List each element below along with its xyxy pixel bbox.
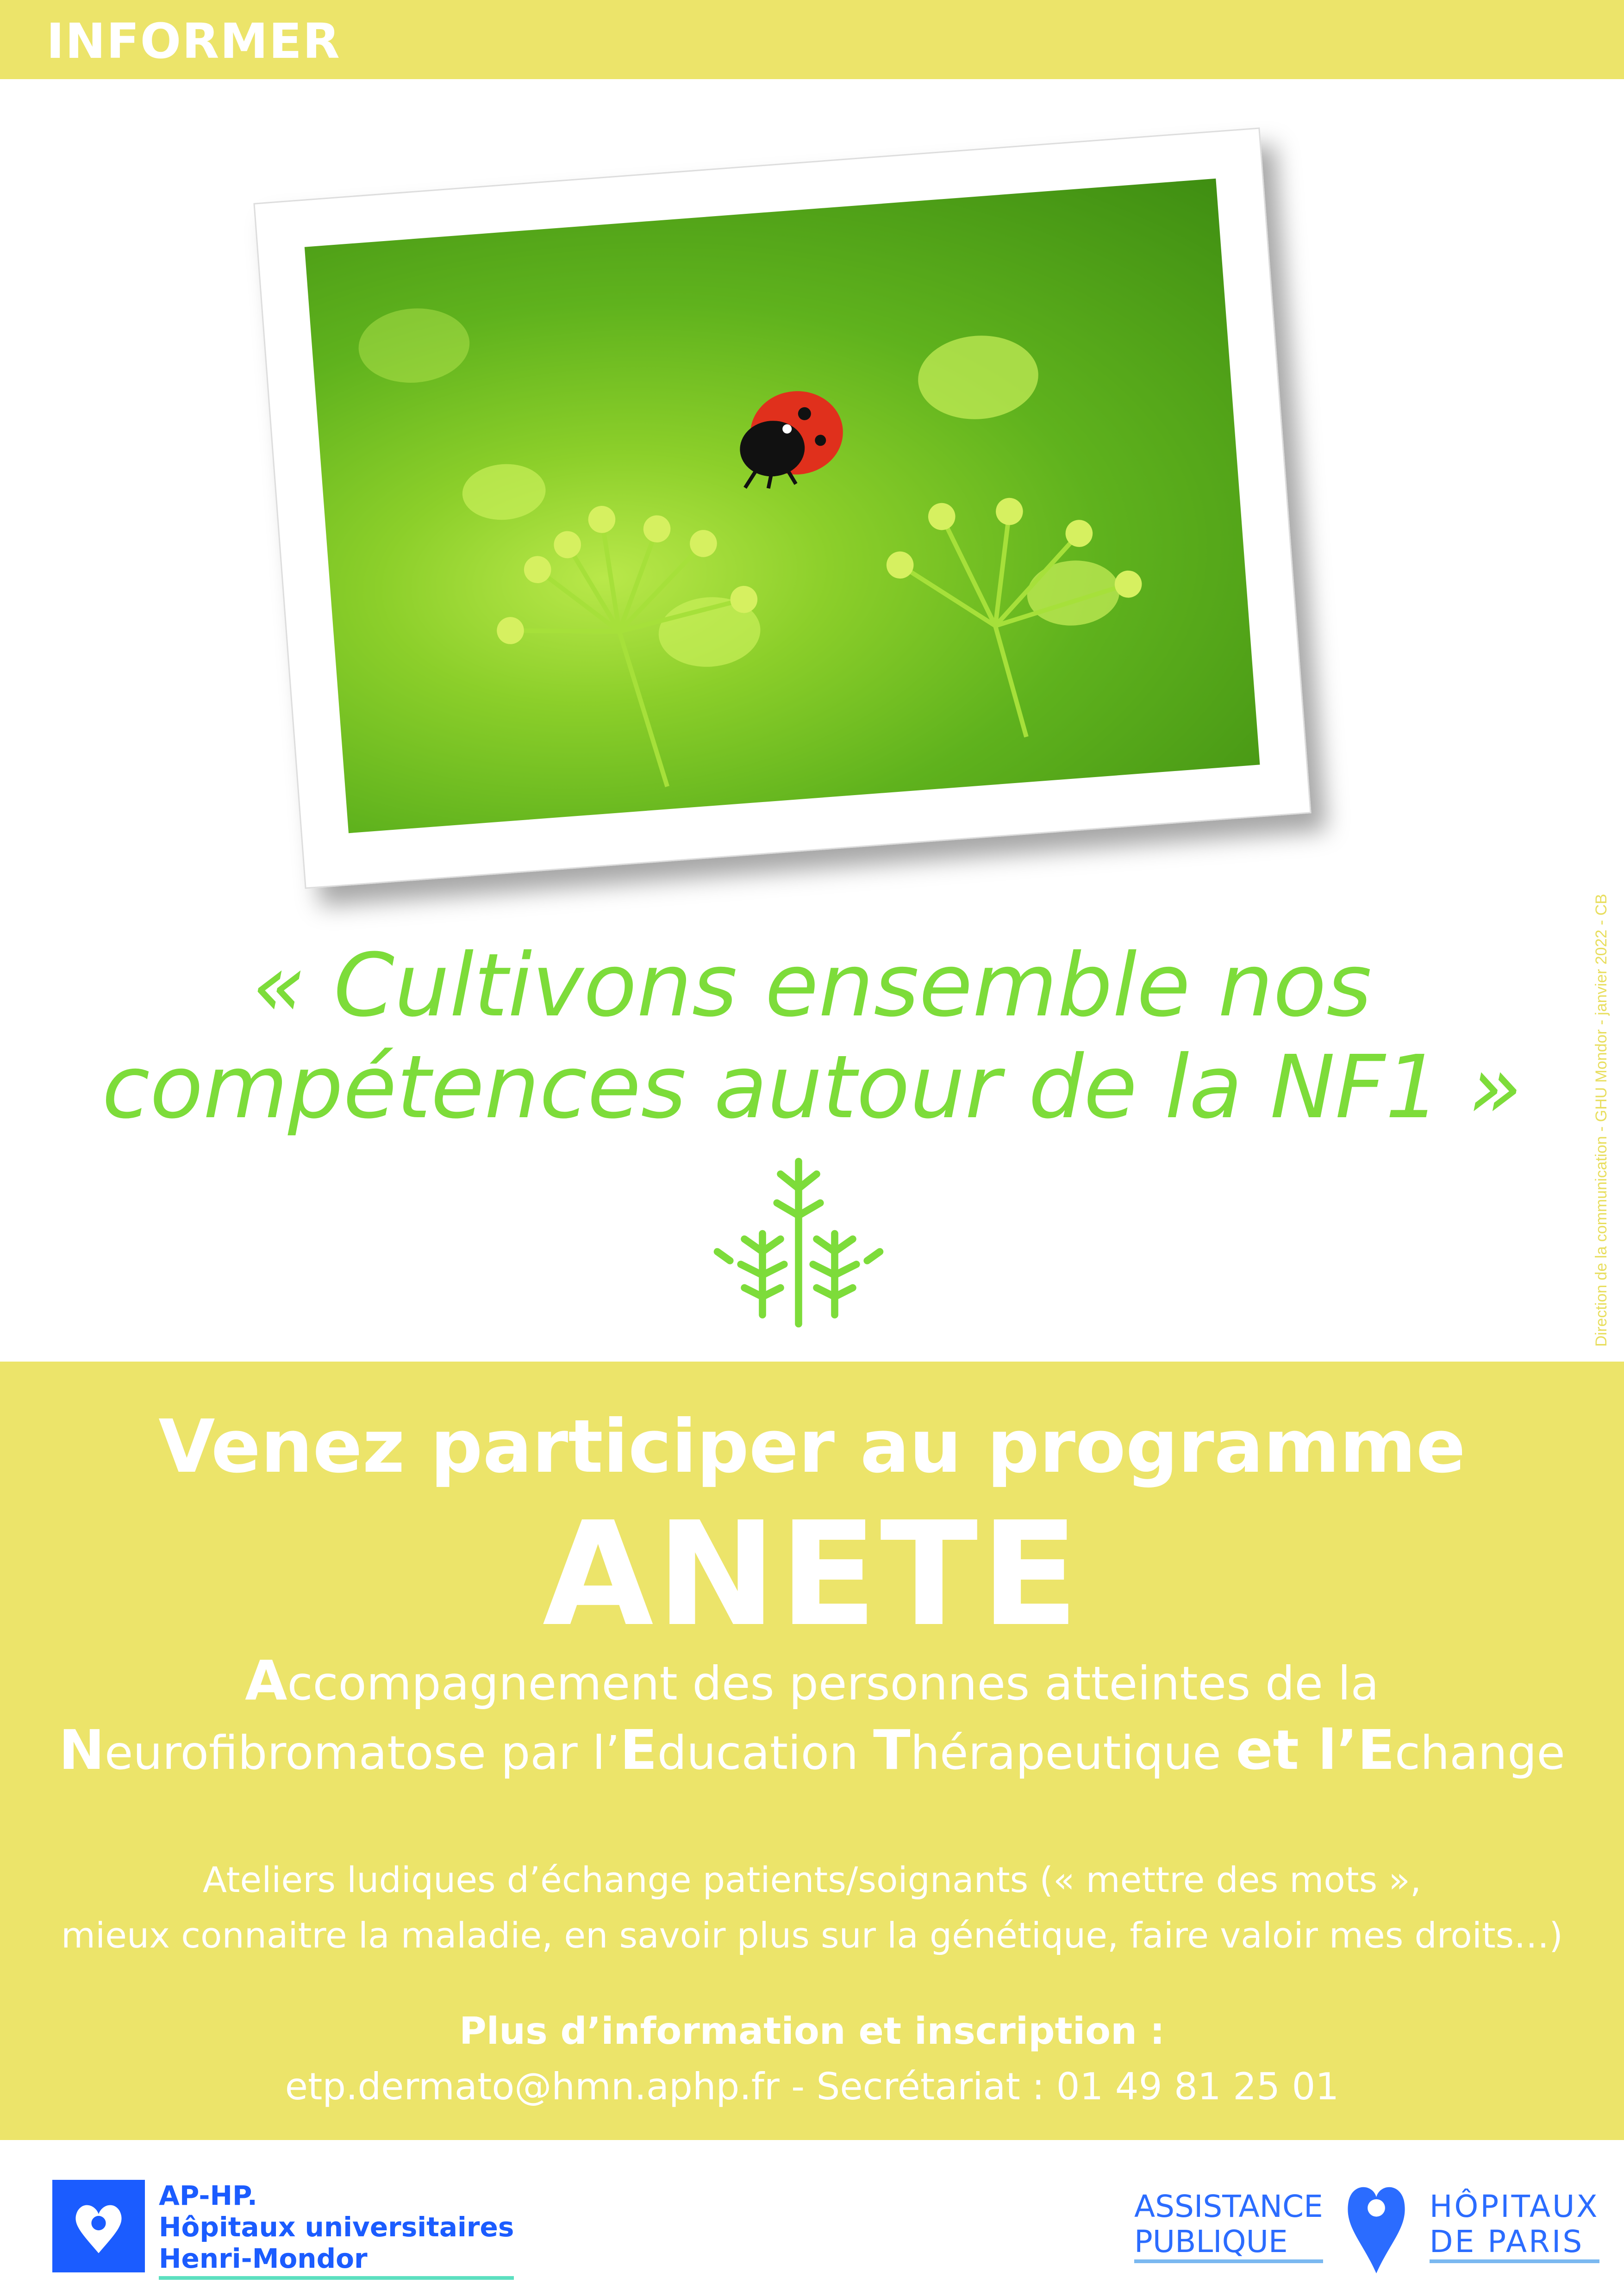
header-band xyxy=(0,0,1624,79)
acronym-segment: ccompagnement des personnes atteintes de la xyxy=(287,1656,1379,1711)
acronym-segment: E xyxy=(1357,1718,1395,1782)
acronym-segment: ducation xyxy=(657,1726,874,1780)
logo-right-right-2: DE PARIS xyxy=(1429,2224,1584,2259)
program-band xyxy=(0,1362,1624,2140)
ladybug-icon xyxy=(724,383,852,493)
quote-line-1: « Cultivons ensemble nos xyxy=(252,935,1372,1036)
photo-frame xyxy=(253,127,1311,889)
aphp-logo xyxy=(1134,2175,1599,2277)
acronym-line-2 xyxy=(0,1718,1624,1782)
program-intro: Venez participer au programme xyxy=(158,1404,1466,1489)
header-label: INFORMER xyxy=(46,13,341,69)
plant-icon xyxy=(708,1152,889,1333)
acronym-segment: T xyxy=(873,1718,911,1782)
quote-line-2: compétences autour de la NF1 » xyxy=(102,1037,1522,1138)
heart-logo-icon xyxy=(52,2180,145,2272)
description-line-2: mieux connaitre la maladie, en savoir plus sur la génétique, faire valoir mes droits…) xyxy=(61,1915,1563,1956)
acronym-segment: hérapeutique xyxy=(910,1726,1236,1780)
acronym-segment: change xyxy=(1394,1726,1565,1780)
acronym-segment: E xyxy=(620,1718,657,1782)
credit-text: Direction de la communication - GHU Mondor - janvier 2022 - CB xyxy=(1593,894,1610,1347)
logo-left-line-2: Hôpitaux universitaires xyxy=(159,2211,514,2243)
acronym-segment: et l’ xyxy=(1236,1718,1358,1782)
logo-right-left-2: PUBLIQUE xyxy=(1134,2224,1288,2259)
acronym-segment: eurofibromatose par l’ xyxy=(104,1726,620,1780)
contact-info[interactable]: etp.dermato@hmn.aphp.fr - Secrétariat : 01 49 81 25 01 xyxy=(285,2065,1339,2108)
acronym-segment: N xyxy=(59,1718,105,1782)
heart-pin-icon xyxy=(1332,2175,1420,2277)
ladybug-photo xyxy=(305,179,1260,833)
program-name: ANETE xyxy=(542,1491,1082,1658)
info-title: Plus d’information et inscription : xyxy=(459,2010,1165,2053)
aphp-henri-mondor-logo xyxy=(52,2180,514,2280)
acronym-line-1 xyxy=(0,1649,1624,1712)
logo-right-right-1: HÔPITAUX xyxy=(1429,2189,1599,2224)
logo-left-line-1: AP-HP. xyxy=(159,2180,257,2211)
acronym-segment: A xyxy=(245,1649,287,1712)
logo-left-line-3: Henri-Mondor xyxy=(159,2243,368,2274)
description-line-1: Ateliers ludiques d’échange patients/soignants (« mettre des mots », xyxy=(202,1859,1422,1900)
logo-right-left-1: ASSISTANCE xyxy=(1134,2189,1323,2224)
